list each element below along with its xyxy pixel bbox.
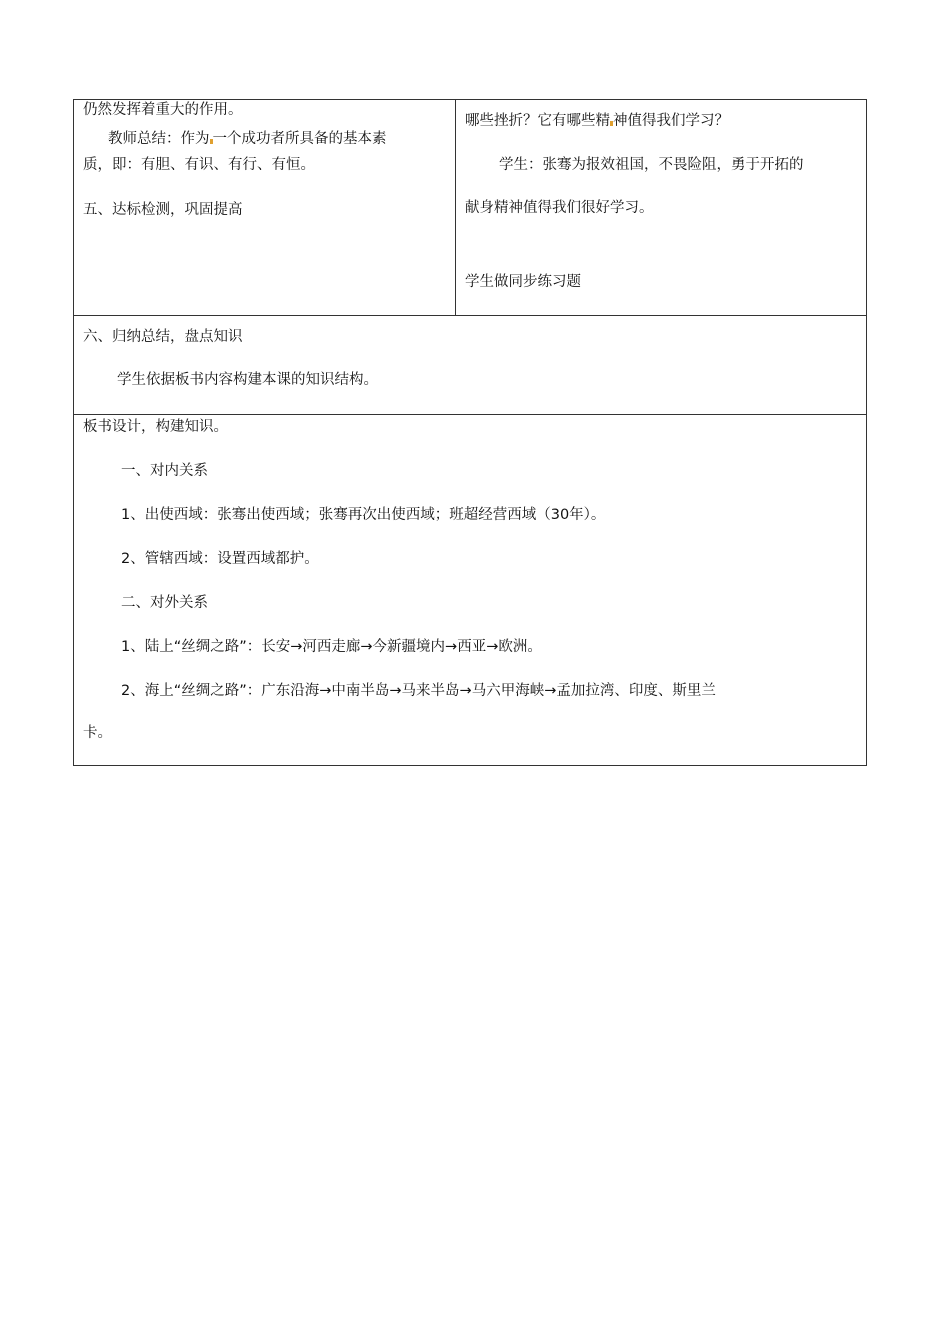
text-line: 学生依据板书内容构建本课的知识结构。 bbox=[117, 372, 378, 388]
student-activity-cell bbox=[456, 100, 867, 316]
outline-item: 1、出使西域：张骞出使西域；张骞再次出使西域；班超经营西域（30年）。 bbox=[121, 507, 606, 523]
text-fragment: 一个成功者所具备的基本素 bbox=[212, 131, 387, 147]
board-design-cell bbox=[74, 415, 867, 766]
section-heading: 板书设计，构建知识。 bbox=[83, 419, 228, 435]
text-fragment: 神值得我们学习？ bbox=[613, 113, 729, 129]
outline-item: 2、管辖西域：设置西域都护。 bbox=[121, 551, 319, 567]
table-row bbox=[74, 415, 867, 766]
text-line: 献身精神值得我们很好学习。 bbox=[465, 200, 654, 216]
text-line: 学生做同步练习题 bbox=[465, 274, 581, 290]
outline-item-continuation: 卡。 bbox=[83, 725, 112, 741]
table-row bbox=[74, 100, 867, 316]
outline-item: 2、海上“丝绸之路”：广东沿海→中南半岛→马来半岛→马六甲海峡→孟加拉湾、印度、斯里兰 bbox=[121, 683, 716, 699]
outline-heading: 一、对内关系 bbox=[121, 463, 208, 479]
text-line: 学生：张骞为报效祖国，不畏险阻，勇于开拓的 bbox=[499, 157, 804, 173]
text-line bbox=[465, 112, 729, 130]
outline-item: 1、陆上“丝绸之路”：长安→河西走廊→今新疆境内→西亚→欧洲。 bbox=[121, 639, 542, 655]
text-fragment: 哪些挫折？它有哪些精 bbox=[465, 113, 610, 129]
table-row bbox=[74, 316, 867, 415]
section-heading: 六、归纳总结，盘点知识 bbox=[83, 329, 243, 345]
text-fragment: 教师总结：作为 bbox=[108, 131, 210, 147]
summary-cell bbox=[74, 316, 867, 415]
text-line: 仍然发挥着重大的作用。 bbox=[83, 102, 243, 118]
text-line: 质，即：有胆、有识、有行、有恒。 bbox=[83, 157, 315, 173]
lesson-table bbox=[73, 99, 867, 766]
teacher-activity-cell bbox=[74, 100, 456, 316]
text-line bbox=[108, 130, 387, 148]
outline-heading: 二、对外关系 bbox=[121, 595, 208, 611]
section-heading: 五、达标检测，巩固提高 bbox=[83, 202, 243, 218]
